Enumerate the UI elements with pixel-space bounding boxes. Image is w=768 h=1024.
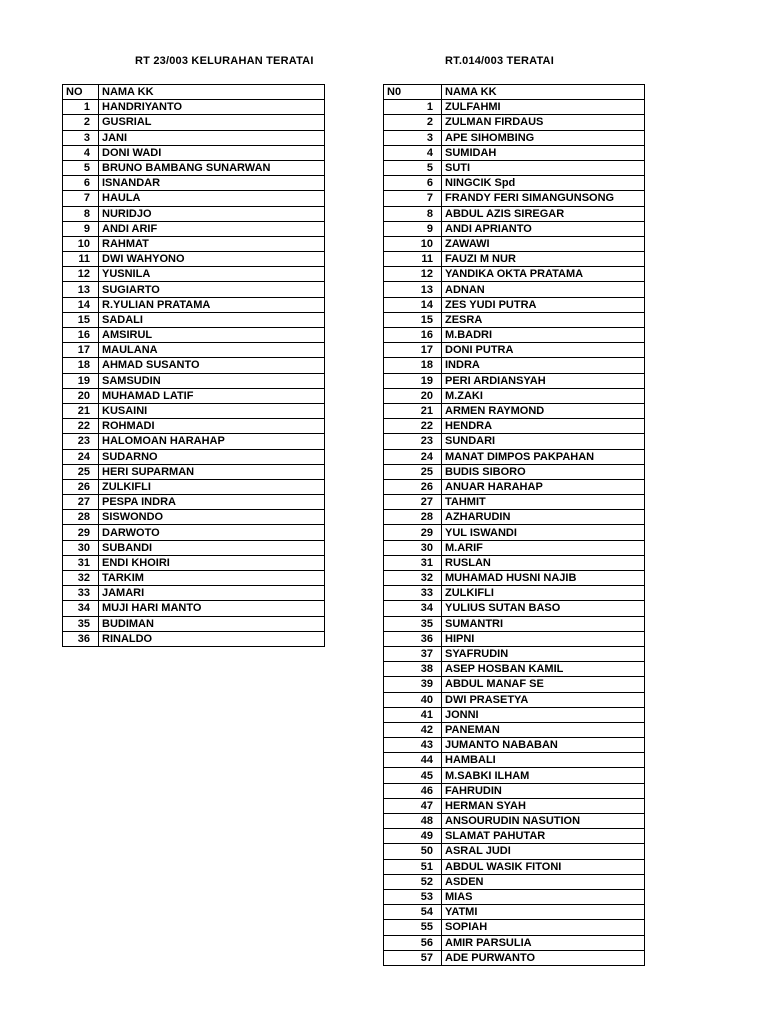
table-row	[63, 100, 325, 115]
table-row	[63, 191, 325, 206]
family-head-name-cell: ADNAN	[442, 282, 645, 297]
family-head-name-cell: BRUNO BAMBANG SUNARWAN	[99, 160, 325, 175]
family-head-name-cell: ABDUL AZIS SIREGAR	[442, 206, 645, 221]
row-number-cell: 38	[384, 662, 442, 677]
table-row	[63, 343, 325, 358]
row-number-cell: 57	[384, 950, 442, 965]
family-head-name-cell: TARKIM	[99, 571, 325, 586]
table-row	[384, 267, 645, 282]
family-head-name-cell: AMSIRUL	[99, 328, 325, 343]
table-row	[384, 844, 645, 859]
row-number-cell: 31	[384, 555, 442, 570]
family-head-name-cell: FRANDY FERI SIMANGUNSONG	[442, 191, 645, 206]
row-number-cell: 44	[384, 753, 442, 768]
table-row	[384, 540, 645, 555]
table-row	[63, 434, 325, 449]
row-number-cell: 39	[384, 677, 442, 692]
row-number-cell: 54	[384, 905, 442, 920]
row-number-cell: 9	[63, 221, 99, 236]
table-row	[384, 130, 645, 145]
family-head-name-cell: M.ARIF	[442, 540, 645, 555]
family-head-name-cell: HALOMOAN HARAHAP	[99, 434, 325, 449]
table-row	[384, 388, 645, 403]
table-row	[63, 419, 325, 434]
row-number-cell: 23	[63, 434, 99, 449]
table-header-row	[384, 85, 645, 100]
table-row	[63, 267, 325, 282]
family-head-name-cell: SISWONDO	[99, 510, 325, 525]
family-head-name-cell: JUMANTO NABABAN	[442, 738, 645, 753]
row-number-cell: 20	[63, 388, 99, 403]
row-number-cell: 19	[63, 373, 99, 388]
row-number-cell: 42	[384, 722, 442, 737]
family-head-name-cell: PESPA INDRA	[99, 495, 325, 510]
family-head-name-cell: SUTI	[442, 160, 645, 175]
row-number-cell: 26	[63, 479, 99, 494]
table-row	[384, 555, 645, 570]
table-row	[384, 874, 645, 889]
family-head-name-cell: SUGIARTO	[99, 282, 325, 297]
family-head-name-cell: JANI	[99, 130, 325, 145]
row-number-cell: 19	[384, 373, 442, 388]
table-row	[384, 312, 645, 327]
family-head-name-cell: HANDRIYANTO	[99, 100, 325, 115]
row-number-cell: 2	[63, 115, 99, 130]
row-number-cell: 4	[63, 145, 99, 160]
family-head-name-cell: SYAFRUDIN	[442, 646, 645, 661]
row-number-cell: 1	[384, 100, 442, 115]
table-row	[384, 616, 645, 631]
family-head-name-cell: APE SIHOMBING	[442, 130, 645, 145]
row-number-cell: 5	[384, 160, 442, 175]
no-column-header: N0	[384, 85, 442, 100]
row-number-cell: 12	[63, 267, 99, 282]
table-header-row	[63, 85, 325, 100]
family-head-name-cell: SAMSUDIN	[99, 373, 325, 388]
family-head-name-cell: HAULA	[99, 191, 325, 206]
table-row	[63, 631, 325, 646]
row-number-cell: 13	[63, 282, 99, 297]
row-number-cell: 32	[63, 571, 99, 586]
family-head-name-cell: INDRA	[442, 358, 645, 373]
table-row	[63, 601, 325, 616]
family-head-name-cell: BUDIS SIBORO	[442, 464, 645, 479]
row-number-cell: 14	[63, 297, 99, 312]
table-row	[384, 449, 645, 464]
row-number-cell: 11	[384, 252, 442, 267]
family-head-name-cell: ZULFAHMI	[442, 100, 645, 115]
row-number-cell: 34	[384, 601, 442, 616]
row-number-cell: 16	[63, 328, 99, 343]
table-row	[384, 525, 645, 540]
table-row	[384, 783, 645, 798]
table-row	[384, 889, 645, 904]
row-number-cell: 36	[384, 631, 442, 646]
table-row	[384, 722, 645, 737]
family-head-name-cell: PANEMAN	[442, 722, 645, 737]
family-head-name-cell: ZULMAN FIRDAUS	[442, 115, 645, 130]
table-row	[384, 905, 645, 920]
family-head-name-cell: MUJI HARI MANTO	[99, 601, 325, 616]
family-head-name-cell: PERI ARDIANSYAH	[442, 373, 645, 388]
table-row	[63, 495, 325, 510]
row-number-cell: 30	[384, 540, 442, 555]
family-head-name-cell: DONI WADI	[99, 145, 325, 160]
row-number-cell: 18	[63, 358, 99, 373]
family-head-name-cell: ASDEN	[442, 874, 645, 889]
family-head-name-cell: JONNI	[442, 707, 645, 722]
family-head-name-cell: MUHAMAD LATIF	[99, 388, 325, 403]
table-row	[63, 328, 325, 343]
row-number-cell: 6	[63, 176, 99, 191]
row-number-cell: 25	[384, 464, 442, 479]
row-number-cell: 21	[63, 403, 99, 418]
table-row	[384, 252, 645, 267]
family-head-name-cell: GUSRIAL	[99, 115, 325, 130]
family-head-name-cell: YATMI	[442, 905, 645, 920]
table-row	[63, 586, 325, 601]
left-table-title: RT 23/003 KELURAHAN TERATAI	[135, 55, 314, 67]
table-row	[384, 768, 645, 783]
family-head-name-cell: ABDUL MANAF SE	[442, 677, 645, 692]
table-row	[63, 479, 325, 494]
table-row	[384, 115, 645, 130]
family-head-name-cell: AHMAD SUSANTO	[99, 358, 325, 373]
row-number-cell: 46	[384, 783, 442, 798]
row-number-cell: 52	[384, 874, 442, 889]
family-head-name-cell: SOPIAH	[442, 920, 645, 935]
family-head-name-cell: R.YULIAN PRATAMA	[99, 297, 325, 312]
row-number-cell: 21	[384, 403, 442, 418]
family-head-name-cell: M.ZAKI	[442, 388, 645, 403]
row-number-cell: 55	[384, 920, 442, 935]
table-row	[384, 601, 645, 616]
family-head-name-cell: ASEP HOSBAN KAMIL	[442, 662, 645, 677]
family-head-name-cell: ENDI KHOIRI	[99, 555, 325, 570]
family-head-name-cell: HERI SUPARMAN	[99, 464, 325, 479]
family-head-name-cell: YUSNILA	[99, 267, 325, 282]
table-row	[384, 935, 645, 950]
row-number-cell: 28	[63, 510, 99, 525]
table-row	[384, 859, 645, 874]
table-row	[63, 555, 325, 570]
row-number-cell: 49	[384, 829, 442, 844]
family-head-name-cell: DWI WAHYONO	[99, 252, 325, 267]
row-number-cell: 30	[63, 540, 99, 555]
row-number-cell: 15	[63, 312, 99, 327]
table-row	[384, 571, 645, 586]
family-head-name-cell: SUMANTRI	[442, 616, 645, 631]
table-row	[63, 540, 325, 555]
family-head-name-cell: SADALI	[99, 312, 325, 327]
table-row	[384, 221, 645, 236]
family-head-name-cell: ANSOURUDIN NASUTION	[442, 814, 645, 829]
row-number-cell: 29	[384, 525, 442, 540]
row-number-cell: 18	[384, 358, 442, 373]
row-number-cell: 2	[384, 115, 442, 130]
table-row	[63, 145, 325, 160]
row-number-cell: 33	[384, 586, 442, 601]
row-number-cell: 1	[63, 100, 99, 115]
row-number-cell: 48	[384, 814, 442, 829]
family-head-name-cell: ANDI APRIANTO	[442, 221, 645, 236]
row-number-cell: 9	[384, 221, 442, 236]
right-kk-table	[383, 84, 645, 966]
row-number-cell: 26	[384, 479, 442, 494]
table-row	[63, 373, 325, 388]
row-number-cell: 45	[384, 768, 442, 783]
row-number-cell: 12	[384, 267, 442, 282]
table-row	[384, 631, 645, 646]
table-row	[384, 829, 645, 844]
table-row	[63, 464, 325, 479]
family-head-name-cell: FAUZI M NUR	[442, 252, 645, 267]
row-number-cell: 22	[384, 419, 442, 434]
table-row	[63, 571, 325, 586]
no-column-header: NO	[63, 85, 99, 100]
row-number-cell: 24	[384, 449, 442, 464]
table-row	[63, 449, 325, 464]
table-row	[384, 738, 645, 753]
table-row	[384, 707, 645, 722]
table-row	[384, 920, 645, 935]
row-number-cell: 15	[384, 312, 442, 327]
table-row	[63, 388, 325, 403]
row-number-cell: 3	[384, 130, 442, 145]
table-row	[384, 236, 645, 251]
row-number-cell: 10	[384, 236, 442, 251]
family-head-name-cell: RUSLAN	[442, 555, 645, 570]
family-head-name-cell: M.BADRI	[442, 328, 645, 343]
table-row	[384, 479, 645, 494]
row-number-cell: 43	[384, 738, 442, 753]
family-head-name-cell: SUDARNO	[99, 449, 325, 464]
table-row	[384, 753, 645, 768]
row-number-cell: 31	[63, 555, 99, 570]
row-number-cell: 35	[63, 616, 99, 631]
row-number-cell: 14	[384, 297, 442, 312]
family-head-name-cell: HERMAN SYAH	[442, 798, 645, 813]
family-head-name-cell: MUHAMAD HUSNI NAJIB	[442, 571, 645, 586]
family-head-name-cell: DONI PUTRA	[442, 343, 645, 358]
table-row	[384, 434, 645, 449]
row-number-cell: 56	[384, 935, 442, 950]
family-head-name-cell: HENDRA	[442, 419, 645, 434]
family-head-name-cell: SLAMAT PAHUTAR	[442, 829, 645, 844]
table-row	[63, 130, 325, 145]
row-number-cell: 7	[63, 191, 99, 206]
family-head-name-cell: NINGCIK Spd	[442, 176, 645, 191]
row-number-cell: 41	[384, 707, 442, 722]
row-number-cell: 5	[63, 160, 99, 175]
row-number-cell: 11	[63, 252, 99, 267]
row-number-cell: 10	[63, 236, 99, 251]
table-row	[63, 510, 325, 525]
row-number-cell: 32	[384, 571, 442, 586]
name-column-header: NAMA KK	[442, 85, 645, 100]
row-number-cell: 34	[63, 601, 99, 616]
family-head-name-cell: YULIUS SUTAN BASO	[442, 601, 645, 616]
table-row	[63, 297, 325, 312]
family-head-name-cell: JAMARI	[99, 586, 325, 601]
row-number-cell: 8	[63, 206, 99, 221]
table-row	[63, 176, 325, 191]
table-row	[63, 252, 325, 267]
family-head-name-cell: SUMIDAH	[442, 145, 645, 160]
family-head-name-cell: YUL ISWANDI	[442, 525, 645, 540]
family-head-name-cell: SUBANDI	[99, 540, 325, 555]
left-kk-table	[62, 84, 325, 647]
row-number-cell: 27	[63, 495, 99, 510]
row-number-cell: 47	[384, 798, 442, 813]
table-row	[384, 662, 645, 677]
table-row	[384, 510, 645, 525]
family-head-name-cell: ZESRA	[442, 312, 645, 327]
family-head-name-cell: ZULKIFLI	[99, 479, 325, 494]
row-number-cell: 3	[63, 130, 99, 145]
table-row	[384, 191, 645, 206]
family-head-name-cell: ROHMADI	[99, 419, 325, 434]
table-row	[384, 176, 645, 191]
family-head-name-cell: ABDUL WASIK FITONI	[442, 859, 645, 874]
family-head-name-cell: ISNANDAR	[99, 176, 325, 191]
family-head-name-cell: HIPNI	[442, 631, 645, 646]
table-row	[384, 677, 645, 692]
family-head-name-cell: AZHARUDIN	[442, 510, 645, 525]
family-head-name-cell: ZAWAWI	[442, 236, 645, 251]
table-row	[384, 373, 645, 388]
family-head-name-cell: ARMEN RAYMOND	[442, 403, 645, 418]
row-number-cell: 33	[63, 586, 99, 601]
row-number-cell: 35	[384, 616, 442, 631]
table-row	[384, 464, 645, 479]
table-row	[384, 282, 645, 297]
table-row	[63, 525, 325, 540]
table-row	[384, 586, 645, 601]
row-number-cell: 53	[384, 889, 442, 904]
row-number-cell: 17	[63, 343, 99, 358]
family-head-name-cell: SUNDARI	[442, 434, 645, 449]
table-row	[384, 297, 645, 312]
row-number-cell: 37	[384, 646, 442, 661]
table-row	[384, 692, 645, 707]
row-number-cell: 51	[384, 859, 442, 874]
row-number-cell: 27	[384, 495, 442, 510]
row-number-cell: 4	[384, 145, 442, 160]
row-number-cell: 17	[384, 343, 442, 358]
row-number-cell: 22	[63, 419, 99, 434]
table-row	[384, 358, 645, 373]
table-row	[384, 145, 645, 160]
table-row	[63, 236, 325, 251]
family-head-name-cell: MAULANA	[99, 343, 325, 358]
family-head-name-cell: YANDIKA OKTA PRATAMA	[442, 267, 645, 282]
table-row	[63, 221, 325, 236]
family-head-name-cell: NURIDJO	[99, 206, 325, 221]
row-number-cell: 25	[63, 464, 99, 479]
table-row	[384, 950, 645, 965]
table-row	[384, 328, 645, 343]
family-head-name-cell: M.SABKI ILHAM	[442, 768, 645, 783]
table-row	[384, 495, 645, 510]
table-row	[384, 160, 645, 175]
family-head-name-cell: HAMBALI	[442, 753, 645, 768]
row-number-cell: 13	[384, 282, 442, 297]
row-number-cell: 16	[384, 328, 442, 343]
family-head-name-cell: MANAT DIMPOS PAKPAHAN	[442, 449, 645, 464]
table-row	[384, 798, 645, 813]
row-number-cell: 29	[63, 525, 99, 540]
row-number-cell: 6	[384, 176, 442, 191]
table-row	[63, 312, 325, 327]
family-head-name-cell: BUDIMAN	[99, 616, 325, 631]
table-row	[63, 160, 325, 175]
family-head-name-cell: ZES YUDI PUTRA	[442, 297, 645, 312]
table-row	[384, 814, 645, 829]
table-row	[384, 646, 645, 661]
table-row	[63, 282, 325, 297]
family-head-name-cell: ANDI ARIF	[99, 221, 325, 236]
family-head-name-cell: TAHMIT	[442, 495, 645, 510]
family-head-name-cell: DWI PRASETYA	[442, 692, 645, 707]
table-row	[63, 115, 325, 130]
family-head-name-cell: DARWOTO	[99, 525, 325, 540]
family-head-name-cell: RINALDO	[99, 631, 325, 646]
family-head-name-cell: KUSAINI	[99, 403, 325, 418]
table-row	[63, 358, 325, 373]
table-row	[384, 100, 645, 115]
family-head-name-cell: RAHMAT	[99, 236, 325, 251]
row-number-cell: 50	[384, 844, 442, 859]
table-row	[63, 616, 325, 631]
row-number-cell: 20	[384, 388, 442, 403]
row-number-cell: 23	[384, 434, 442, 449]
family-head-name-cell: ASRAL JUDI	[442, 844, 645, 859]
family-head-name-cell: ANUAR HARAHAP	[442, 479, 645, 494]
family-head-name-cell: ZULKIFLI	[442, 586, 645, 601]
table-row	[63, 206, 325, 221]
row-number-cell: 8	[384, 206, 442, 221]
right-table-title: RT.014/003 TERATAI	[445, 55, 554, 67]
table-row	[384, 343, 645, 358]
family-head-name-cell: AMIR PARSULIA	[442, 935, 645, 950]
family-head-name-cell: FAHRUDIN	[442, 783, 645, 798]
family-head-name-cell: MIAS	[442, 889, 645, 904]
row-number-cell: 36	[63, 631, 99, 646]
table-row	[384, 419, 645, 434]
row-number-cell: 28	[384, 510, 442, 525]
table-row	[384, 403, 645, 418]
name-column-header: NAMA KK	[99, 85, 325, 100]
row-number-cell: 24	[63, 449, 99, 464]
table-row	[63, 403, 325, 418]
family-head-name-cell: ADE PURWANTO	[442, 950, 645, 965]
row-number-cell: 7	[384, 191, 442, 206]
table-row	[384, 206, 645, 221]
row-number-cell: 40	[384, 692, 442, 707]
